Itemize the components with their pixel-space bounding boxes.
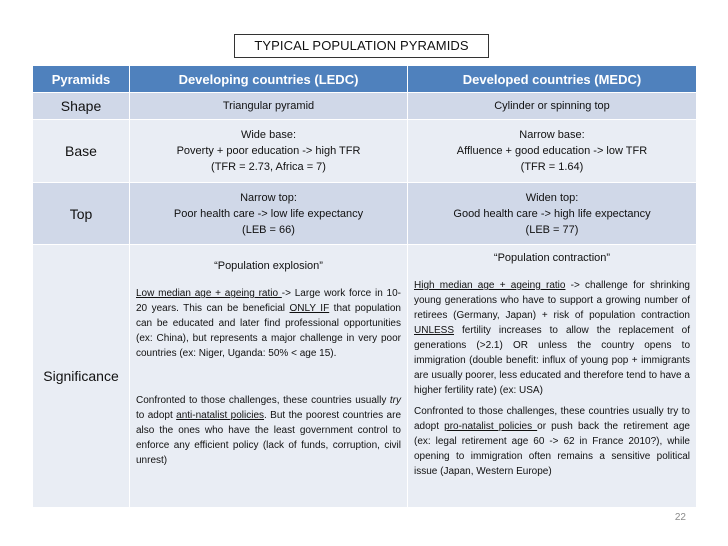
ledc-paragraph-2 bbox=[136, 393, 401, 468]
significance-medc bbox=[408, 245, 697, 508]
ledc-p1-text: -> Large work force in 10-20 years. This can be beneficial bbox=[136, 288, 401, 314]
base-ledc-line: (TFR = 2.73, Africa = 7) bbox=[211, 161, 326, 173]
row-label-shape: Shape bbox=[33, 93, 130, 120]
top-ledc-line: Narrow top: bbox=[240, 191, 297, 204]
base-medc-line: Narrow base: bbox=[519, 129, 585, 141]
row-label-base: Base bbox=[33, 120, 130, 183]
top-medc-line: Good health care -> high life expectancy bbox=[453, 207, 651, 220]
top-medc-line: Widen top: bbox=[525, 191, 579, 204]
header-ledc: Developing countries (LEDC) bbox=[130, 66, 408, 93]
shape-medc: Cylinder or spinning top bbox=[408, 93, 697, 120]
top-medc bbox=[408, 183, 697, 245]
ledc-paragraph-1 bbox=[136, 286, 401, 361]
medc-p1-underline: High median age + ageing ratio bbox=[414, 280, 566, 291]
header-row bbox=[33, 66, 697, 93]
row-shape bbox=[33, 93, 697, 120]
medc-quote: “Population contraction” bbox=[493, 252, 611, 264]
medc-p2-text: or push back the retirement age (ex: legal retirement age 60 -> 62 in France 2010?), while opening to immigration often remains a sensitive political issue (Japan, Western Europe) bbox=[414, 421, 690, 477]
ledc-p2-text: to adopt bbox=[136, 410, 177, 421]
medc-p1-text: -> challenge for shrinking young generations who have to support a growing number of retirees (Germany, Japan) + risk of population contraction bbox=[414, 280, 690, 321]
base-medc-line: Affluence + good education -> low TFR bbox=[456, 145, 648, 157]
row-label-top: Top bbox=[33, 183, 130, 245]
ledc-p2-italic: try bbox=[389, 395, 401, 406]
medc-paragraph-1 bbox=[414, 278, 690, 398]
base-medc bbox=[408, 120, 697, 183]
top-ledc-line: Poor health care -> low life expectancy bbox=[173, 207, 364, 220]
row-significance bbox=[33, 245, 697, 508]
base-ledc bbox=[130, 120, 408, 183]
top-ledc-line: (LEB = 66) bbox=[242, 223, 295, 236]
ledc-p1-text: that population can be educated and later find professional opportunities (ex: China), but represents a major challenge in very poor countries (ex: Niger, Uganda: 50% < age 15). bbox=[136, 303, 401, 359]
ledc-quote: “Population explosion” bbox=[214, 260, 323, 272]
shape-ledc: Triangular pyramid bbox=[130, 93, 408, 120]
ledc-p1-underline: ONLY IF bbox=[289, 303, 330, 314]
header-medc: Developed countries (MEDC) bbox=[408, 66, 697, 93]
significance-ledc bbox=[130, 245, 408, 508]
base-ledc-line: Wide base: bbox=[240, 129, 297, 141]
medc-paragraph-2 bbox=[414, 404, 690, 479]
row-top bbox=[33, 183, 697, 245]
page-number: 22 bbox=[674, 512, 686, 523]
medc-p2-text: Confronted to those challenges, these countries usually try to adopt bbox=[414, 406, 690, 432]
base-medc-line: (TFR = 1.64) bbox=[520, 161, 584, 173]
ledc-p2-underline: anti-natalist policies bbox=[176, 410, 265, 421]
row-base bbox=[33, 120, 697, 183]
top-ledc bbox=[130, 183, 408, 245]
medc-p1-underline: UNLESS bbox=[414, 325, 455, 336]
ledc-p2-text: . But the poorest countries are also the ones who have the least government control to enforce any efficient policy (lack of funds, corruption, civil unrest) bbox=[136, 410, 402, 466]
medc-p2-underline: pro-natalist policies bbox=[444, 421, 538, 432]
medc-p1-text: fertility increases to allow the replacement of generations (>2.1) OR unless the country opens to immigration (double benefit: influx of young pop + immigrants are usually poorer, less educated and therefore tend to have a higher fertility rate) (ex: USA) bbox=[414, 325, 690, 396]
row-label-significance: Significance bbox=[33, 245, 130, 508]
ledc-p2-text: Confronted to those challenges, these countries usually bbox=[136, 395, 390, 406]
pyramids-table bbox=[32, 65, 697, 508]
slide-title: TYPICAL POPULATION PYRAMIDS bbox=[234, 34, 489, 58]
base-ledc-line: Poverty + poor education -> high TFR bbox=[176, 145, 361, 157]
ledc-p1-underline: Low median age + ageing ratio bbox=[136, 288, 282, 299]
top-medc-line: (LEB = 77) bbox=[525, 223, 579, 236]
header-pyramids: Pyramids bbox=[33, 66, 130, 93]
